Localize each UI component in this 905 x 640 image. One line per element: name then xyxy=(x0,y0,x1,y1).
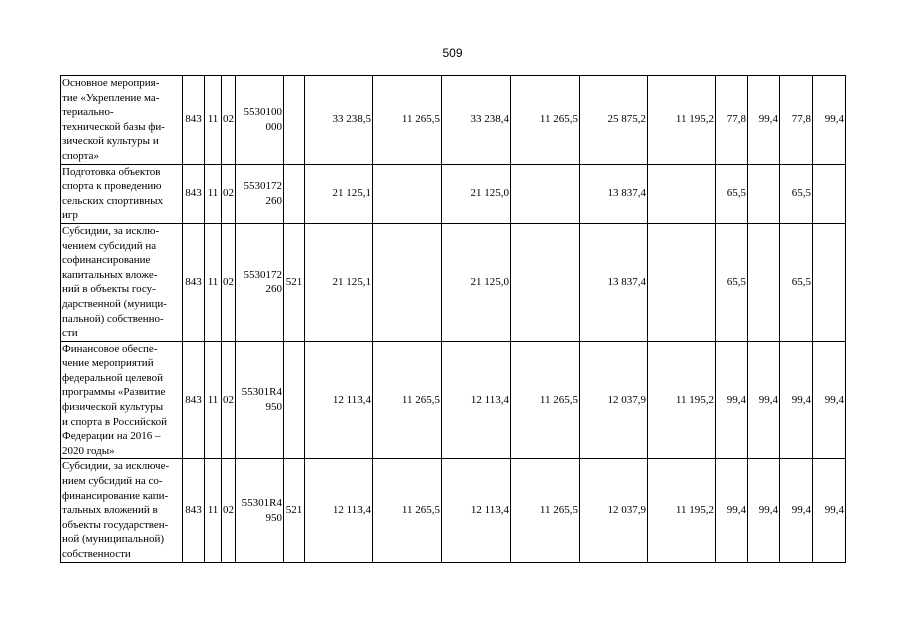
row-name-line: 2020 годы» xyxy=(62,444,115,457)
target-article-line: 5530172 xyxy=(243,180,282,193)
amount-cell xyxy=(511,164,580,223)
subsection-cell: 02 xyxy=(222,223,236,341)
percent-cell: 99,4 xyxy=(748,76,780,165)
row-name-line: Федерации на 2016 – xyxy=(62,430,161,443)
row-name-line: спорта» xyxy=(62,149,99,162)
target-article-cell xyxy=(236,459,284,562)
row-name-line: ной (муниципальной) xyxy=(62,533,165,546)
table-row xyxy=(61,76,846,165)
row-name-cell xyxy=(61,341,183,459)
expense-type-cell: 521 xyxy=(284,223,305,341)
table-row xyxy=(61,164,846,223)
amount-cell: 11 265,5 xyxy=(373,341,442,459)
percent-cell: 99,4 xyxy=(780,459,813,562)
row-name-line: Субсидии, за исклю- xyxy=(62,224,160,237)
amount-cell xyxy=(373,223,442,341)
target-article-cell xyxy=(236,223,284,341)
row-name-line: тие «Укрепление ма- xyxy=(62,91,160,104)
amount-cell: 12 113,4 xyxy=(305,341,373,459)
table-row xyxy=(61,341,846,459)
row-name-line: сти xyxy=(62,327,78,340)
grbs-cell: 843 xyxy=(183,223,205,341)
row-name-line: Подготовка объектов xyxy=(62,165,161,178)
section-cell: 11 xyxy=(205,341,222,459)
amount-cell xyxy=(648,164,716,223)
amount-cell xyxy=(511,223,580,341)
amount-cell: 12 113,4 xyxy=(442,459,511,562)
expense-type-cell xyxy=(284,341,305,459)
target-article-line: 950 xyxy=(265,511,282,524)
row-name-line: капитальных вложе- xyxy=(62,268,158,281)
target-article-line: 260 xyxy=(265,194,282,207)
row-name-cell xyxy=(61,223,183,341)
section-cell: 11 xyxy=(205,223,222,341)
table-row xyxy=(61,223,846,341)
percent-cell: 99,4 xyxy=(813,341,846,459)
row-name-line: ний в объекты госу- xyxy=(62,283,156,296)
row-name-line: спорта к проведению xyxy=(62,180,162,193)
amount-cell: 11 265,5 xyxy=(373,76,442,165)
percent-cell: 77,8 xyxy=(716,76,748,165)
expense-type-cell xyxy=(284,164,305,223)
row-name-line: чение мероприятий xyxy=(62,357,154,370)
grbs-cell: 843 xyxy=(183,341,205,459)
percent-cell: 99,4 xyxy=(813,459,846,562)
subsection-cell: 02 xyxy=(222,76,236,165)
table-body xyxy=(61,76,846,563)
row-name-line: финансирование капи- xyxy=(62,489,169,502)
grbs-cell: 843 xyxy=(183,76,205,165)
percent-cell: 65,5 xyxy=(780,164,813,223)
target-article-cell xyxy=(236,164,284,223)
percent-cell: 77,8 xyxy=(780,76,813,165)
target-article-line: 000 xyxy=(265,120,282,133)
percent-cell xyxy=(813,164,846,223)
row-name-line: Финансовое обеспе- xyxy=(62,342,158,355)
amount-cell: 11 195,2 xyxy=(648,341,716,459)
amount-cell: 11 195,2 xyxy=(648,76,716,165)
amount-cell: 13 837,4 xyxy=(580,223,648,341)
row-name-line: игр xyxy=(62,209,78,222)
target-article-line: 55301R4 xyxy=(241,496,282,509)
row-name-line: чением субсидий на xyxy=(62,239,157,252)
amount-cell: 11 265,5 xyxy=(511,459,580,562)
amount-cell: 11 265,5 xyxy=(511,341,580,459)
row-name-line: собственности xyxy=(62,548,131,560)
amount-cell: 12 037,9 xyxy=(580,341,648,459)
row-name-line: тальных вложений в xyxy=(62,504,158,517)
target-article-line: 260 xyxy=(265,283,282,296)
target-article-line: 950 xyxy=(265,401,282,414)
percent-cell: 65,5 xyxy=(716,223,748,341)
subsection-cell: 02 xyxy=(222,459,236,562)
row-name-cell xyxy=(61,164,183,223)
target-article-line: 55301R4 xyxy=(241,386,282,399)
amount-cell: 25 875,2 xyxy=(580,76,648,165)
target-article-line: 5530100 xyxy=(243,106,282,119)
percent-cell: 65,5 xyxy=(716,164,748,223)
grbs-cell: 843 xyxy=(183,459,205,562)
row-name-line: Основное мероприя- xyxy=(62,77,160,89)
percent-cell: 99,4 xyxy=(813,76,846,165)
row-name-line: физической культуры xyxy=(62,401,164,414)
row-name-line: программы «Развитие xyxy=(62,386,166,399)
percent-cell xyxy=(748,164,780,223)
row-name-cell xyxy=(61,459,183,562)
amount-cell: 33 238,4 xyxy=(442,76,511,165)
percent-cell: 65,5 xyxy=(780,223,813,341)
percent-cell: 99,4 xyxy=(780,341,813,459)
percent-cell: 99,4 xyxy=(748,341,780,459)
amount-cell: 12 113,4 xyxy=(442,341,511,459)
row-name-cell xyxy=(61,76,183,165)
row-name-line: пальной) собственно- xyxy=(62,312,164,325)
amount-cell: 12 113,4 xyxy=(305,459,373,562)
expense-type-cell xyxy=(284,76,305,165)
row-name-line: софинансирование xyxy=(62,254,151,267)
amount-cell: 13 837,4 xyxy=(580,164,648,223)
amount-cell: 11 265,5 xyxy=(511,76,580,165)
row-name-line: нием субсидий на со- xyxy=(62,475,163,488)
row-name-line: федеральной целевой xyxy=(62,371,163,384)
amount-cell: 33 238,5 xyxy=(305,76,373,165)
subsection-cell: 02 xyxy=(222,341,236,459)
amount-cell: 21 125,0 xyxy=(442,223,511,341)
row-name-line: объекты государствен- xyxy=(62,518,169,531)
row-name-line: и спорта в Российской xyxy=(62,415,167,428)
section-cell: 11 xyxy=(205,76,222,165)
amount-cell: 21 125,0 xyxy=(442,164,511,223)
amount-cell xyxy=(648,223,716,341)
page-number: 509 xyxy=(442,46,463,60)
row-name-line: технической базы фи- xyxy=(62,120,165,133)
amount-cell xyxy=(373,164,442,223)
row-name-line: териально- xyxy=(62,106,114,119)
amount-cell: 21 125,1 xyxy=(305,223,373,341)
percent-cell xyxy=(748,223,780,341)
amount-cell: 21 125,1 xyxy=(305,164,373,223)
budget-table xyxy=(60,75,846,563)
grbs-cell: 843 xyxy=(183,164,205,223)
expense-type-cell: 521 xyxy=(284,459,305,562)
amount-cell: 11 265,5 xyxy=(373,459,442,562)
row-name-line: зической культуры и xyxy=(62,135,159,148)
target-article-line: 5530172 xyxy=(243,268,282,281)
table-row xyxy=(61,459,846,562)
percent-cell xyxy=(813,223,846,341)
row-name-line: дарственной (муници- xyxy=(62,297,167,310)
percent-cell: 99,4 xyxy=(716,459,748,562)
row-name-line: Субсидии, за исключе- xyxy=(62,460,170,473)
target-article-cell xyxy=(236,76,284,165)
section-cell: 11 xyxy=(205,459,222,562)
amount-cell: 12 037,9 xyxy=(580,459,648,562)
section-cell: 11 xyxy=(205,164,222,223)
percent-cell: 99,4 xyxy=(748,459,780,562)
row-name-line: сельских спортивных xyxy=(62,194,164,207)
subsection-cell: 02 xyxy=(222,164,236,223)
target-article-cell xyxy=(236,341,284,459)
amount-cell: 11 195,2 xyxy=(648,459,716,562)
percent-cell: 99,4 xyxy=(716,341,748,459)
